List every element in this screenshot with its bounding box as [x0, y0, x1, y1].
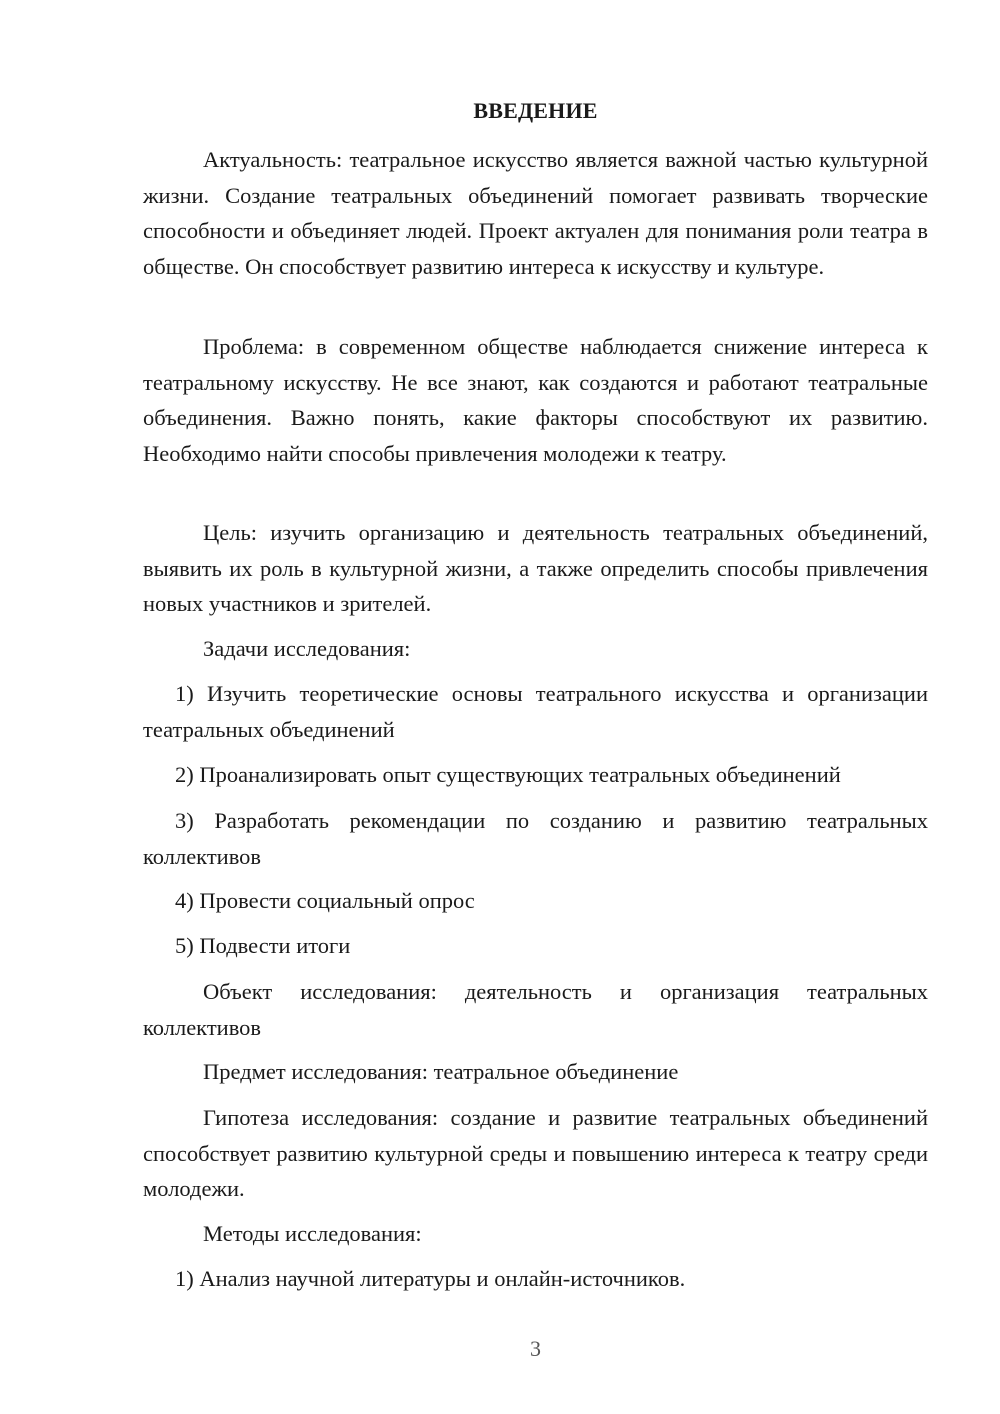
methods-heading: Методы исследования:	[203, 1221, 422, 1246]
hypothesis-paragraph: Гипотеза исследования: создание и развитие театральных объединений способствует развитию культурной среды и повышению интереса к театру среди молодежи.	[143, 1105, 928, 1201]
object-paragraph: Объект исследования: деятельность и организация театральных коллективов	[143, 979, 928, 1040]
method-item-1: 1) Анализ научной литературы и онлайн-источников.	[175, 1266, 686, 1291]
page-title: ВВЕДЕНИЕ	[473, 98, 598, 123]
task-item-3: 3) Разработать рекомендации по созданию и развитию театральных коллективов	[143, 808, 928, 869]
task-item-5: 5) Подвести итоги	[175, 933, 351, 958]
task-item-4: 4) Провести социальный опрос	[175, 888, 475, 913]
subject-paragraph: Предмет исследования: театральное объединение	[203, 1059, 679, 1084]
goal-paragraph: Цель: изучить организацию и деятельность театральных объединений, выявить их роль в культурной жизни, а также определить способы привлечения новых участников и зрителей.	[143, 520, 928, 616]
task-item-2: 2) Проанализировать опыт существующих театральных объединений	[175, 762, 841, 787]
tasks-heading: Задачи исследования:	[203, 636, 411, 661]
problem-paragraph: Проблема: в современном обществе наблюдается снижение интереса к театральному искусству. Не все знают, как создаются и работают театральные объединения. Важно понять, какие факторы способствуют их развитию. Необходимо найти способы привлечения молодежи к театру.	[143, 334, 928, 466]
task-item-1: 1) Изучить теоретические основы театрального искусства и организации театральных объединений	[143, 681, 928, 742]
relevance-paragraph: Актуальность: театральное искусство является важной частью культурной жизни. Создание театральных объединений помогает развивать творческие способности и объединяет людей. Проект актуален для понимания роли театра в обществе. Он способствует развитию интереса к искусству и культуре.	[143, 147, 928, 279]
page-number: 3	[530, 1336, 541, 1361]
